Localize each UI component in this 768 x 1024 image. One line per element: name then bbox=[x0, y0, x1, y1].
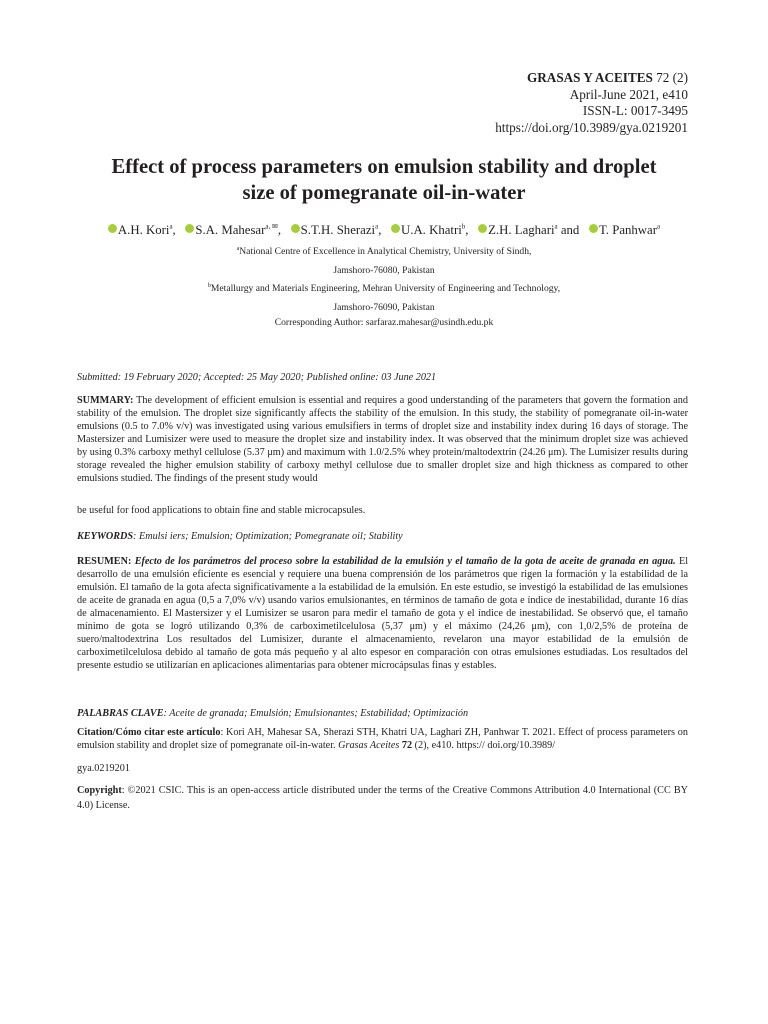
author-affil-sup: a, ✉ bbox=[265, 223, 278, 231]
corresponding-author[interactable]: Corresponding Author: sarfaraz.mahesar@usindh.edu.pk bbox=[274, 317, 494, 328]
author-separator: , bbox=[277, 223, 288, 238]
copyright-label: Copyright bbox=[77, 785, 122, 796]
journal-volume: 72 (2) bbox=[656, 70, 688, 85]
citation-journal: Grasas Aceites bbox=[338, 740, 400, 751]
author-item[interactable] bbox=[391, 223, 475, 237]
author-affil-sup: a bbox=[656, 223, 661, 231]
copyright-text: : ©2021 CSIC. This is an open-access article distributed under the terms of the Creative Commons Attribution 4.0 International (CC BY 4.0) License. bbox=[77, 785, 688, 811]
summary-paragraph bbox=[77, 394, 688, 485]
author-item[interactable] bbox=[478, 223, 586, 237]
palabras-clave-line bbox=[77, 707, 688, 720]
orcid-icon[interactable] bbox=[391, 224, 400, 233]
author-item[interactable] bbox=[589, 223, 660, 237]
palabras-text: : Aceite de granada; Emulsión; Emulsionantes; Estabilidad; Optimización bbox=[163, 708, 469, 719]
orcid-icon[interactable] bbox=[478, 224, 487, 233]
author-separator: , bbox=[172, 223, 183, 238]
author-separator: , bbox=[378, 223, 388, 238]
author-list bbox=[30, 223, 738, 238]
citation-paragraph bbox=[77, 726, 688, 752]
article-title bbox=[60, 155, 708, 206]
summary-tail: be useful for food applications to obtain fine and stable microcapsules. bbox=[77, 505, 366, 516]
resumen-paragraph bbox=[77, 555, 688, 672]
affil-text: National Centre of Excellence in Analytical Chemistry, University of Sindh, bbox=[239, 246, 532, 258]
affiliation-b-line-2: Jamshoro-76090, Pakistan bbox=[333, 302, 435, 313]
affiliation-a-line-2: Jamshoro-76080, Pakistan bbox=[333, 265, 435, 276]
journal-date: April-June 2021, e410 bbox=[569, 86, 688, 102]
summary-label: SUMMARY: bbox=[77, 395, 134, 406]
citation-label: Citation/Cómo citar este artículo bbox=[77, 727, 221, 738]
author-separator: , bbox=[465, 223, 475, 238]
orcid-icon[interactable] bbox=[291, 224, 300, 233]
orcid-icon[interactable] bbox=[108, 224, 117, 233]
citation-tail[interactable]: gya.0219201 bbox=[77, 763, 130, 774]
author-name: A.H. Kori bbox=[117, 223, 170, 238]
resumen-text: El desarrollo de una emulsión eficiente es esencial y requiere una buena comprensión de los parámetros que rigen la formación y la estabilidad de la emulsión. El tamaño de la gota afecta significativamente a la estabilidad de la emulsión. En este estudio, se investigó la estabilidad de las emulsiones de aceite de granada en agua (0,5 a 7,0% v/v) usando varios emulsionantes, en términos de tamaño de gota e índice de inestabilidad, durante 16 días de almacenamiento. El Mastersizer y el Lumisizer se usaron para medir el tamaño de gota y el índice de inestabilidad. Se observó que, el tamaño mínimo de gota se logró utilizando 0,3% de carboximetilcelulosa (5,37 μm) y el máximo (24,26 μm), con 1,0/2,5% de proteína de suero/maltodextrina Los resultados del Lumisizer, durante el almacenamiento, revelaron una mayor estabilidad de la emulsión de carboximetilcelulosa debido al tamaño de gota más pequeño y al alto espesor en comparación con otras emulsiones estudiadas. Los resultados del presente estudio se utilizarían en aplicaciones alimentarias para obtener microcápsulas finas y estables. bbox=[77, 556, 689, 671]
author-item[interactable] bbox=[108, 223, 182, 237]
journal-issn: ISSN-L: 0017-3495 bbox=[582, 103, 688, 118]
affiliation-b-line-1 bbox=[60, 283, 708, 294]
citation-volume: 72 bbox=[399, 740, 413, 751]
author-separator: and bbox=[557, 223, 586, 238]
resumen-title: Efecto de los parámetros del proceso sobre la estabilidad de la emulsión y el tamaño de la gota de aceite de granada en agua. bbox=[134, 556, 676, 567]
affil-text: Metallurgy and Materials Engineering, Mehran University of Engineering and Technology, bbox=[210, 283, 561, 295]
keywords-label: KEYWORDS bbox=[77, 531, 134, 542]
palabras-label: PALABRAS CLAVE bbox=[77, 708, 164, 719]
journal-name: GRASAS Y ACEITES bbox=[527, 70, 653, 85]
title-line-1: Effect of process parameters on emulsion stability and droplet bbox=[111, 156, 657, 178]
orcid-icon[interactable] bbox=[185, 224, 194, 233]
orcid-icon[interactable] bbox=[589, 224, 598, 233]
summary-text: The development of efficient emulsion is essential and requires a good understanding of the parameters that govern the formation and stability of the emulsion. The droplet size significantly affects the stability of the emulsion. In this study, the stability of pomegranate oil-in-water emulsions (0.5 to 7.0% v/v) was investigated using various emulsifiers in terms of droplet size and instability index during 16 days of storage. The Mastersizer and Lumisizer were used to measure the droplet size and instability index. It was observed that the minimum droplet size was achieved by using 0.3% carboxy methyl cellulose (5.37 μm) and maximum with 1.0/2.5% whey protein/maltodextrin (24.26 μm). The Lumisizer results during storage revealed the higher emulsion stability of carboxy methyl cellulose due to smaller droplet size and high thickness as compared to other emulsions studied. The findings of the present study would bbox=[77, 395, 688, 484]
author-name: U.A. Khatri bbox=[401, 223, 462, 238]
keywords-text: : Emulsi iers; Emulsion; Optimization; Pomegranate oil; Stability bbox=[133, 531, 403, 542]
author-name: T. Panhwar bbox=[598, 223, 657, 238]
submission-dates: Submitted: 19 February 2020; Accepted: 25 May 2020; Published online: 03 June 2021 bbox=[77, 372, 437, 383]
title-line-2: size of pomegranate oil-in-water bbox=[242, 181, 526, 204]
affil-sup: a bbox=[236, 246, 240, 252]
author-affil-sup: b bbox=[461, 223, 466, 231]
author-item[interactable] bbox=[185, 223, 287, 237]
author-item[interactable] bbox=[291, 223, 388, 237]
author-affil-sup: a bbox=[554, 223, 558, 231]
author-affil-sup: a bbox=[169, 223, 173, 231]
copyright-paragraph bbox=[77, 783, 688, 813]
author-name: S.T.H. Sherazi bbox=[300, 223, 376, 238]
author-name: Z.H. Laghari bbox=[488, 223, 555, 238]
citation-rest[interactable]: (2), e410. https:// doi.org/10.3989/ bbox=[412, 740, 556, 751]
citation-text: : Kori AH, Mahesar SA, Sherazi STH, Khatri UA, Laghari ZH, Panhwar T. 2021. Effect of process parameters on emulsion stability and droplet size of pomegranate oil-in-water. bbox=[77, 727, 688, 751]
journal-header bbox=[495, 70, 688, 136]
keywords-line bbox=[77, 530, 688, 543]
affiliation-a-line-1 bbox=[60, 246, 708, 257]
author-name: S.A. Mahesar bbox=[195, 223, 266, 238]
author-affil-sup: a bbox=[375, 223, 379, 231]
affil-sup: b bbox=[207, 283, 211, 289]
journal-doi-link[interactable]: https://doi.org/10.3989/gya.0219201 bbox=[495, 119, 688, 135]
resumen-label: RESUMEN: bbox=[77, 556, 132, 567]
